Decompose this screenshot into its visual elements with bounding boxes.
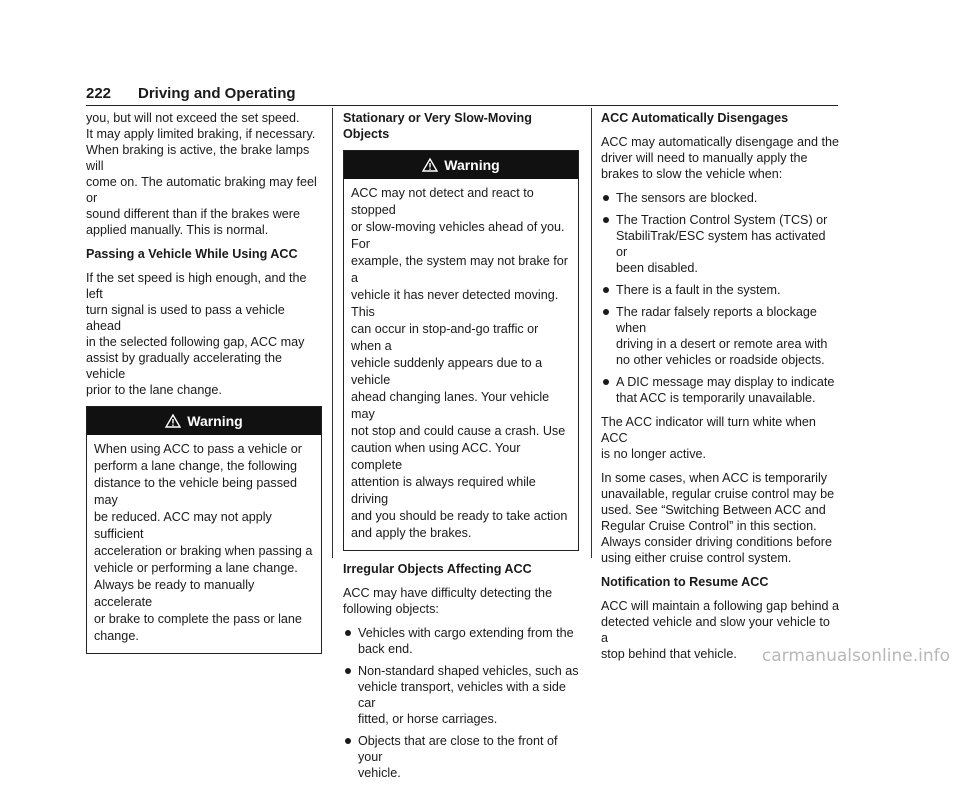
text-line: can occur in stop-and-go traffic or when a [351,322,539,353]
text-line: in the selected following gap, ACC may [86,335,305,349]
unavailable-paragraph [601,470,839,566]
intro-paragraph [86,110,322,238]
text-line: vehicle it has never detected moving. This [351,288,559,319]
text-line: not stop and could cause a crash. Use [351,424,566,438]
bullet-icon [345,738,351,744]
list-item [343,663,579,727]
text-line: The sensors are blocked. [616,191,758,205]
text-line: In some cases, when ACC is temporarily [601,471,828,485]
warning-icon [422,158,438,172]
text-line: be reduced. ACC may not apply sufficient [94,510,272,541]
page-number: 222 [86,85,112,102]
text-line: ACC may automatically disengage and the [601,135,840,149]
text-line: you, but will not exceed the set speed. [86,111,300,125]
indicator-paragraph [601,414,839,462]
text-line: is no longer active. [601,447,707,461]
text-line: When using ACC to pass a vehicle or [94,442,302,456]
text-line: assist by gradually accelerating the vehicle [86,351,283,381]
bullet-icon [603,379,609,385]
warning-header [87,407,321,435]
text-line: brakes to slow the vehicle when: [601,167,783,181]
irregular-heading: Irregular Objects Affecting ACC [343,562,532,576]
text-line: Regular Cruise Control” in this section. [601,519,817,533]
text-line: vehicle suddenly appears due to a vehicle [351,356,543,387]
bullet-icon [603,287,609,293]
bullet-icon [603,309,609,315]
warning-box-stationary [343,150,579,551]
text-line: perform a lane change, the following [94,459,298,473]
text-line: turn signal is used to pass a vehicle ahead [86,303,285,333]
text-line: Objects that are close to the front of your [358,734,558,764]
text-line: vehicle or performing a lane change. [94,561,298,575]
disengage-heading: ACC Automatically Disengages [601,111,789,125]
list-item [343,625,579,657]
text-line: or brake to complete the pass or lane [94,612,302,626]
text-line: fitted, or horse carriages. [358,712,498,726]
text-line: driving in a desert or remote area with [616,337,828,351]
column-2 [343,110,579,789]
bullet-icon [345,668,351,674]
text-line: vehicle transport, vehicles with a side car [358,680,566,710]
disengage-paragraph [601,134,839,182]
text-line: come on. The automatic braking may feel or [86,175,317,205]
column-divider-2 [591,108,592,558]
text-line: no other vehicles or roadside objects. [616,353,825,367]
watermark: carmanualsonline.info [761,646,950,666]
warning-box-passing [86,406,322,654]
bullet-icon [603,217,609,223]
text-line: caution when using ACC. Your complete [351,441,521,472]
text-line: detected vehicle and slow your vehicle to a [601,615,830,645]
text-line: using either cruise control system. [601,551,792,565]
text-line: ACC may not detect and react to stopped [351,186,534,217]
text-line: unavailable, regular cruise control may be [601,487,835,501]
text-line: The Traction Control System (TCS) or [616,213,828,227]
passing-paragraph [86,270,322,398]
text-line: driver will need to manually apply the [601,151,808,165]
text-line: There is a fault in the system. [616,283,781,297]
section-title: Driving and Operating [138,85,296,102]
text-line: When braking is active, the brake lamps will [86,143,310,173]
warning-header [344,151,578,179]
text-line: Vehicles with cargo extending from the [358,626,574,640]
resume-heading: Notification to Resume ACC [601,575,769,589]
text-line: ACC may have difficulty detecting the [343,586,553,600]
text-line: vehicle. [358,766,401,780]
text-line: stop behind that vehicle. [601,647,737,661]
warning-label: Warning [444,157,500,173]
text-line: example, the system may not brake for a [351,254,568,285]
text-line: StabiliTrak/ESC system has activated or [616,229,826,259]
text-line: It may apply limited braking, if necessary. [86,127,316,141]
column-3 [601,110,839,670]
text-line: applied manually. This is normal. [86,223,269,237]
text-line: Always consider driving conditions before [601,535,833,549]
irregular-paragraph [343,585,579,617]
text-line: following objects: [343,602,439,616]
text-line: and apply the brakes. [351,526,472,540]
list-item [601,282,839,298]
text-line: ahead changing lanes. Your vehicle may [351,390,550,421]
text-line: The ACC indicator will turn white when ACC [601,415,816,445]
list-item [601,374,839,406]
text-line: acceleration or braking when passing a [94,544,313,558]
text-line: Non-standard shaped vehicles, such as [358,664,579,678]
text-line: attention is always required while driving [351,475,536,506]
list-item [601,212,839,276]
text-line: A DIC message may display to indicate [616,375,835,389]
bullet-icon [603,195,609,201]
irregular-list [343,625,579,781]
list-item [343,733,579,781]
warning-icon [165,414,181,428]
text-line: back end. [358,642,413,656]
text-line: Always be ready to manually accelerate [94,578,255,609]
warning-label: Warning [187,413,243,429]
warning-text [344,179,578,550]
text-line: used. See “Switching Between ACC and [601,503,826,517]
text-line: change. [94,629,139,643]
column-divider-1 [332,108,333,558]
list-item [601,304,839,368]
text-line: distance to the vehicle being passed may [94,476,298,507]
text-line: prior to the lane change. [86,383,222,397]
text-line: that ACC is temporarily unavailable. [616,391,816,405]
page-header [86,83,838,106]
passing-heading: Passing a Vehicle While Using ACC [86,247,298,261]
text-line: If the set speed is high enough, and the left [86,271,307,301]
list-item [601,190,839,206]
text-line: ACC will maintain a following gap behind a [601,599,840,613]
warning-text [87,435,321,653]
text-line: sound different than if the brakes were [86,207,300,221]
text-line: or slow-moving vehicles ahead of you. For [351,220,565,251]
disengage-list [601,190,839,406]
text-line: been disabled. [616,261,698,275]
column-1 [86,110,322,664]
text-line: The radar falsely reports a blockage when [616,305,817,335]
text-line: and you should be ready to take action [351,509,568,523]
stationary-heading: Stationary or Very Slow-Moving Objects [343,111,532,141]
bullet-icon [345,630,351,636]
